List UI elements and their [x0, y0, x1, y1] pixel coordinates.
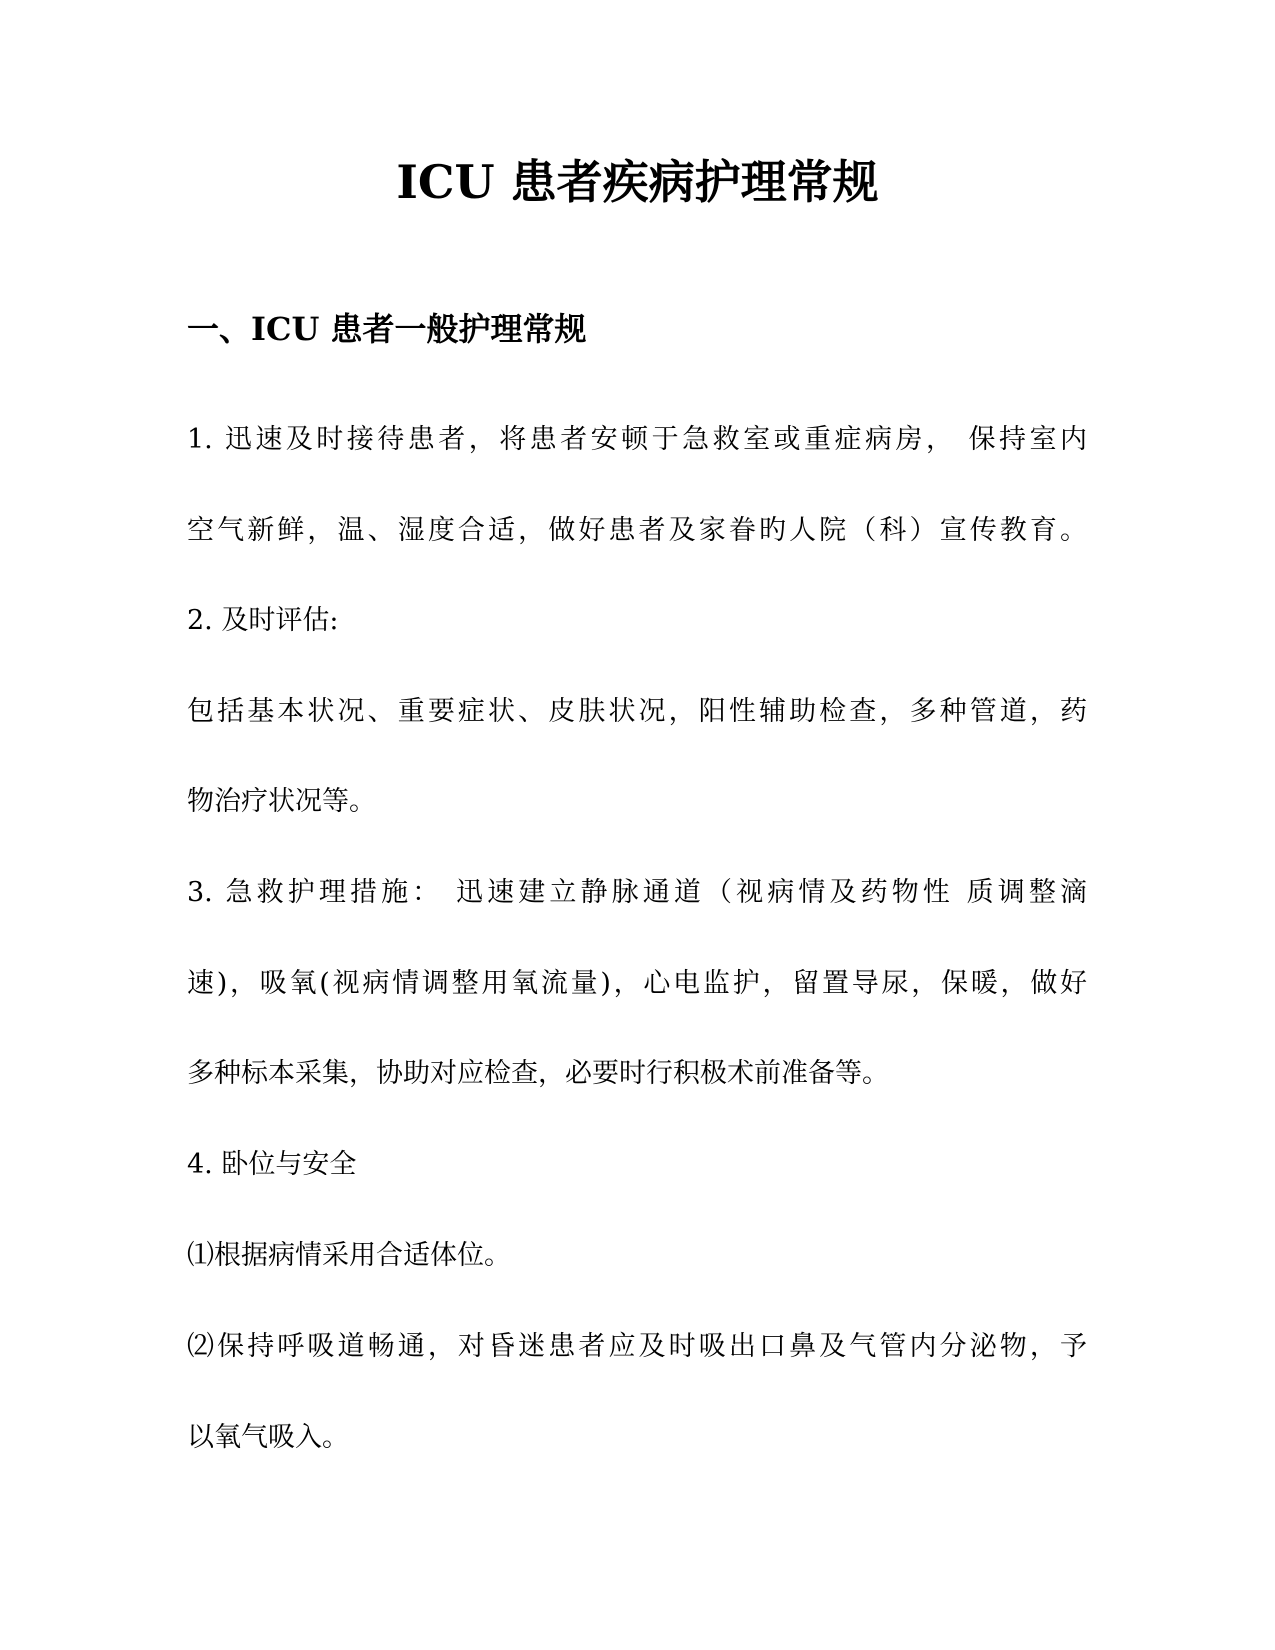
- body-line: 包括基本状况、重要症状、皮肤状况，阳性辅助检查，多种管道，药: [187, 696, 1087, 727]
- body-line: 4. 卧位与安全: [187, 1149, 357, 1180]
- body-line: 多种标本采集，协助对应检查，必要时行积极术前准备等。: [187, 1058, 889, 1089]
- body-line: 空气新鲜，温、湿度合适，做好患者及家眷旳人院（科）宣传教育。: [187, 515, 1087, 546]
- body-line: ⑵保持呼吸道畅通，对昏迷患者应及时吸出口鼻及气管内分泌物，予: [187, 1331, 1087, 1362]
- body-line: 2. 及时评估:: [187, 605, 339, 636]
- body-line: 以氧气吸入。: [187, 1422, 349, 1453]
- body-line: 物治疗状况等。: [187, 786, 376, 817]
- body-line: 3. 急救护理措施： 迅速建立静脉通道（视病情及药物性 质调整滴: [187, 877, 1087, 908]
- body-line: ⑴根据病情采用合适体位。: [187, 1240, 511, 1271]
- section-heading: 一、ICU 患者一般护理常规: [187, 310, 587, 348]
- document-title: ICU 患者疾病护理常规: [396, 155, 879, 209]
- body-line: 速)，吸氧(视病情调整用氧流量)，心电监护，留置导尿，保暖，做好: [187, 968, 1087, 999]
- body-line: 1. 迅速及时接待患者，将患者安顿于急救室或重症病房， 保持室内: [187, 424, 1087, 455]
